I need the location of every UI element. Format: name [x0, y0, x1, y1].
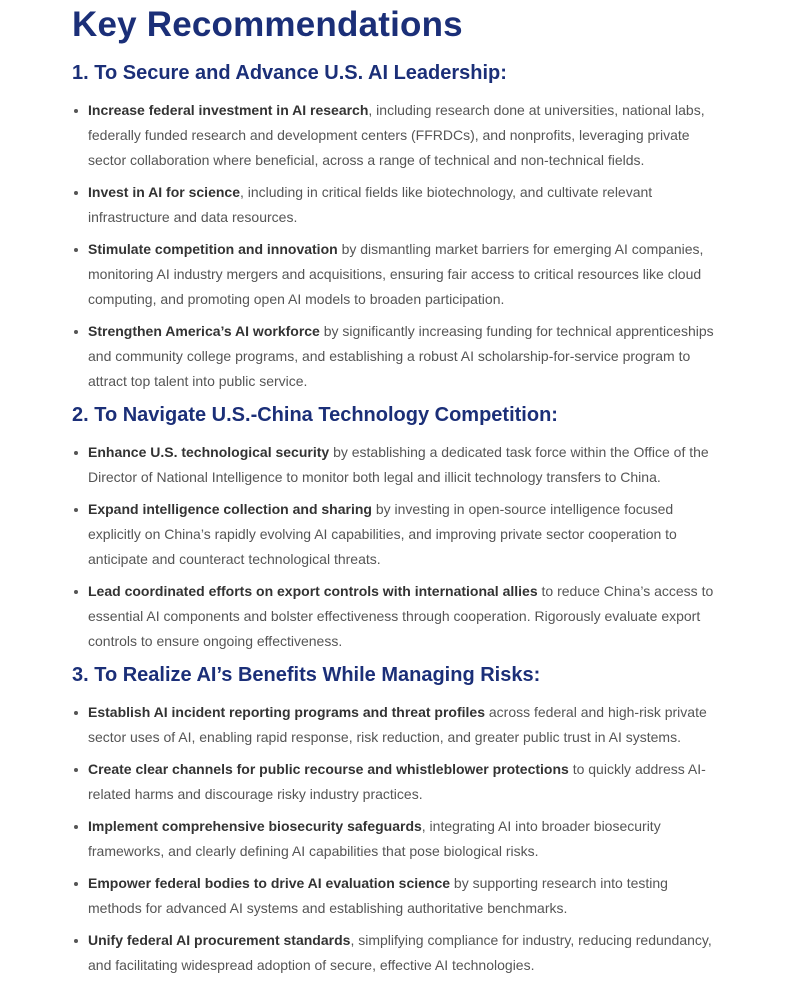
section-heading: 3. To Realize AI’s Benefits While Managing Risks:: [72, 664, 541, 686]
item-bold-text: Enhance U.S. technological security: [88, 444, 330, 460]
page-title: Key Recommendations: [72, 5, 463, 44]
item-bold-text: Empower federal bodies to drive AI evaluation science: [88, 875, 451, 891]
item-text: by establishing a dedicated task force within the Office of the Director of National Intelligence to monitor both legal and illicit technology transfers to China.: [88, 444, 709, 485]
list-item: [72, 180, 722, 230]
item-bold-text: Implement comprehensive biosecurity safeguards: [88, 818, 422, 834]
recommendation-list: [72, 98, 722, 394]
item-text: , including in critical fields like biotechnology, and cultivate relevant infrastructure and data resources.: [88, 184, 653, 225]
list-item: [72, 98, 722, 173]
item-bold-text: Lead coordinated efforts on export controls with international allies: [88, 583, 538, 599]
item-bold-text: Create clear channels for public recourse and whistleblower protections: [88, 761, 569, 777]
list-item: [72, 871, 722, 921]
item-bold-text: Expand intelligence collection and sharing: [88, 501, 372, 517]
recommendation-list: [72, 440, 722, 654]
item-text: by dismantling market barriers for emerging AI companies, monitoring AI industry mergers and acquisitions, ensuring fair access to critical resources like cloud computing, and promoting open AI models to broaden participation.: [88, 241, 704, 307]
item-bold-text: Establish AI incident reporting programs and threat profiles: [88, 704, 485, 720]
section-heading: 2. To Navigate U.S.-China Technology Competition:: [72, 404, 558, 426]
list-item: [72, 814, 722, 864]
item-bold-text: Increase federal investment in AI research: [88, 102, 369, 118]
item-text: by investing in open-source intelligence focused explicitly on China’s rapidly evolving AI capabilities, and improving private sector cooperation to anticipate and counteract technological threats.: [88, 501, 677, 567]
list-item: [72, 757, 722, 807]
item-text: , including research done at universities, national labs, federally funded research and development centers (FFRDCs), and nonprofits, leveraging private sector collaboration where beneficial, across a range of technical and non-technical fields.: [88, 102, 705, 168]
item-text: by supporting research into testing methods for advanced AI systems and establishing authoritative benchmarks.: [88, 875, 668, 916]
list-item: [72, 700, 722, 750]
item-text: , integrating AI into broader biosecurity frameworks, and clearly defining AI capabilities that pose biological risks.: [88, 818, 661, 859]
list-item: [72, 579, 722, 654]
recommendation-list: [72, 700, 722, 978]
item-bold-text: Strengthen America’s AI workforce: [88, 323, 320, 339]
item-bold-text: Invest in AI for science: [88, 184, 240, 200]
list-item: [72, 319, 722, 394]
item-text: across federal and high-risk private sector uses of AI, enabling rapid response, risk reduction, and greater public trust in AI systems.: [88, 704, 707, 745]
list-item: [72, 497, 722, 572]
item-text: by significantly increasing funding for technical apprenticeships and community college programs, and establishing a robust AI scholarship-for-service program to attract top talent into public service.: [88, 323, 714, 389]
list-item: [72, 928, 722, 978]
list-item: [72, 237, 722, 312]
document-page: [72, 4, 722, 986]
item-text: to quickly address AI-related harms and discourage risky industry practices.: [88, 761, 706, 802]
section-us-ai-leadership: [72, 60, 722, 394]
section-us-china-competition: [72, 402, 722, 654]
section-ai-benefits-risks: [72, 662, 722, 978]
item-bold-text: Stimulate competition and innovation: [88, 241, 338, 257]
list-item: [72, 440, 722, 490]
item-bold-text: Unify federal AI procurement standards: [88, 932, 351, 948]
section-heading: 1. To Secure and Advance U.S. AI Leadership:: [72, 62, 507, 84]
item-text: , simplifying compliance for industry, reducing redundancy, and facilitating widespread adoption of secure, effective AI technologies.: [88, 932, 712, 973]
item-text: to reduce China’s access to essential AI components and bolster effectiveness through cooperation. Rigorously evaluate export controls to ensure ongoing effectiveness.: [88, 583, 714, 649]
